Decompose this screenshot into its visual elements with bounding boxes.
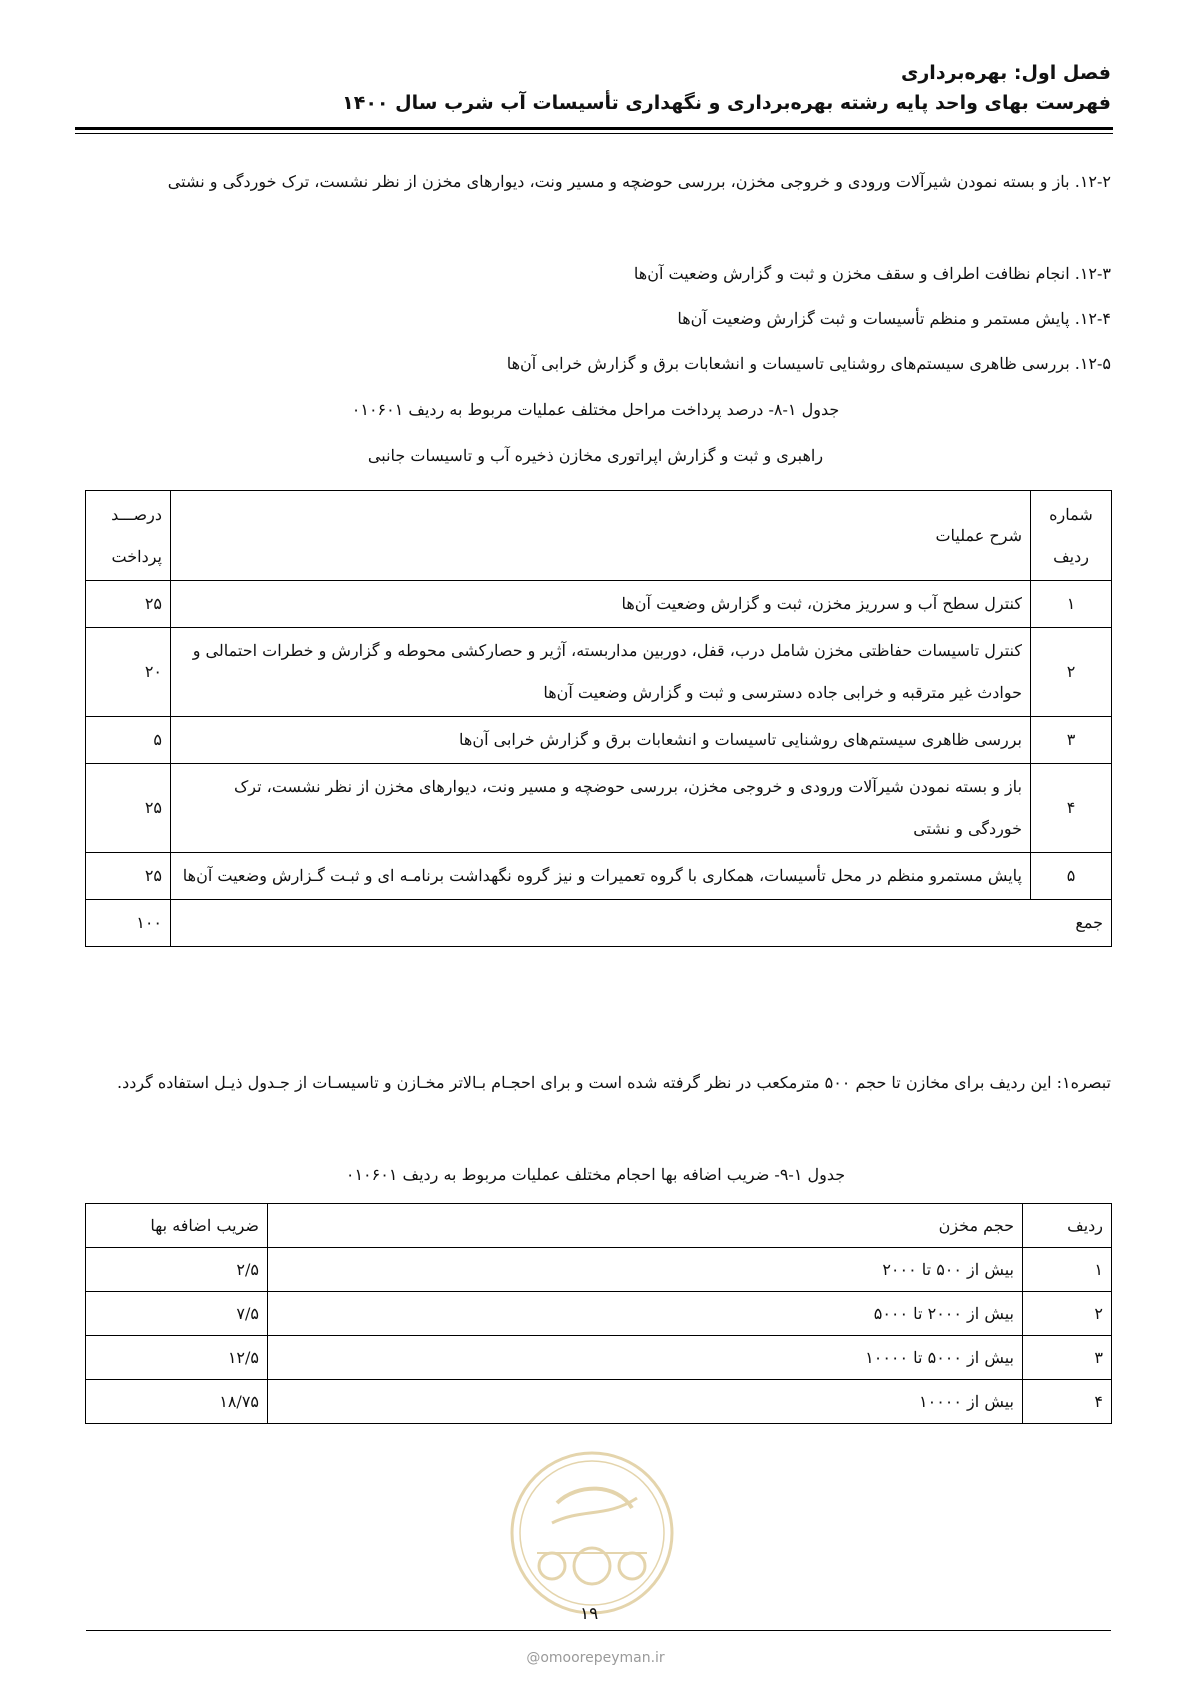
row-number: ۴	[1023, 1380, 1112, 1424]
watermark-text: @omoorepeyman.ir	[526, 1650, 665, 1666]
row-volume: بیش از ۵۰۰۰ تا ۱۰۰۰۰	[268, 1336, 1023, 1380]
table-total-row	[86, 900, 1112, 947]
header-row-number: شماره ردیف	[1031, 491, 1112, 581]
table-row	[86, 853, 1112, 900]
paragraph-12-5: ۱۲-۵. بررسی ظاهری سیستم‌های روشنایی تاسیسات و انشعابات برق و گزارش خرابی آن‌ها	[506, 354, 1111, 373]
table-header-row	[86, 1204, 1112, 1248]
header-description: شرح عملیات	[171, 491, 1031, 581]
row-number: ۲	[1031, 628, 1112, 717]
document-title: فهرست بهای واحد پایه رشته بهره‌برداری و نگهداری تأسیسات آب شرب سال ۱۴۰۰	[342, 92, 1111, 114]
table1-subcaption: راهبری و ثبت و گزارش اپراتوری مخازن ذخیره آب و تاسیسات جانبی	[367, 446, 824, 465]
row-description: بررسی ظاهری سیستم‌های روشنایی تاسیسات و انشعابات برق و گزارش خرابی آن‌ها	[171, 717, 1031, 764]
table-row	[86, 1292, 1112, 1336]
table-row	[86, 764, 1112, 853]
row-volume: بیش از ۵۰۰ تا ۲۰۰۰	[268, 1248, 1023, 1292]
row-number: ۴	[1031, 764, 1112, 853]
header-rule-thick	[75, 127, 1113, 130]
row-number: ۳	[1023, 1336, 1112, 1380]
total-value: ۱۰۰	[86, 900, 171, 947]
header-volume: حجم مخزن	[268, 1204, 1023, 1248]
row-number: ۳	[1031, 717, 1112, 764]
row-number: ۲	[1023, 1292, 1112, 1336]
header-row: ردیف	[1023, 1204, 1112, 1248]
row-description: کنترل تاسیسات حفاظتی مخزن شامل درب، قفل، دوربین مداربسته، آژیر و حصارکشی محوطه و گزارش و خطرات احتمالی و حوادث غیر مترقبه و خرابی جاده دسترسی و ثبت و گزارش وضعیت آن‌ها	[171, 628, 1031, 717]
table-row	[86, 628, 1112, 717]
header-payment: درصـــد پرداخت	[86, 491, 171, 581]
page-number: ۱۹	[580, 1604, 599, 1624]
table-row	[86, 1248, 1112, 1292]
table-row	[86, 1380, 1112, 1424]
table1-caption: جدول ۱-۸- درصد پرداخت مراحل مختلف عملیات مربوط به ردیف ۰۱۰۶۰۱	[351, 400, 840, 419]
row-description: باز و بسته نمودن شیرآلات ورودی و خروجی مخزن، بررسی حوضچه و مسیر ونت، دیوارهای مخزن از نظر نشست، ترک خوردگی و نشتی	[171, 764, 1031, 853]
row-number: ۱	[1031, 581, 1112, 628]
row-percentage: ۲۵	[86, 853, 171, 900]
table-row	[86, 717, 1112, 764]
paragraph-12-2: ۱۲-۲. باز و بسته نمودن شیرآلات ورودی و خروجی مخزن، بررسی حوضچه و مسیر ونت، دیوارهای مخزن از نظر نشست، ترک خوردگی و نشتی	[167, 172, 1111, 191]
row-description: پایش مستمرو منظم در محل تأسیسات، همکاری با گروه تعمیرات و نیز گروه نگهداشت برنامـه ای و ثبـت گـزارش وضعیت آن‌ها	[171, 853, 1031, 900]
row-coefficient: ۱۸/۷۵	[86, 1380, 268, 1424]
footer-rule	[86, 1630, 1111, 1631]
table-header-row	[86, 491, 1112, 581]
row-percentage: ۵	[86, 717, 171, 764]
row-volume: بیش از ۲۰۰۰ تا ۵۰۰۰	[268, 1292, 1023, 1336]
row-coefficient: ۲/۵	[86, 1248, 268, 1292]
table2-caption: جدول ۱-۹- ضریب اضافه بها احجام مختلف عملیات مربوط به ردیف ۰۱۰۶۰۱	[345, 1165, 846, 1184]
row-number: ۵	[1031, 853, 1112, 900]
stamp-logo-icon	[507, 1448, 677, 1618]
volume-coefficient-table	[85, 1203, 1112, 1424]
paragraph-12-4: ۱۲-۴. پایش مستمر و منظم تأسیسات و ثبت گزارش وضعیت آن‌ها	[677, 309, 1111, 328]
row-coefficient: ۷/۵	[86, 1292, 268, 1336]
paragraph-12-3: ۱۲-۳. انجام نظافت اطراف و سقف مخزن و ثبت و گزارش وضعیت آن‌ها	[633, 264, 1111, 283]
row-percentage: ۲۵	[86, 581, 171, 628]
table-row	[86, 581, 1112, 628]
note-paragraph: تبصره۱: این ردیف برای مخازن تا حجم ۵۰۰ مترمکعب در نظر گرفته شده است و برای احجـام بـالاتر مخـازن و تاسیسـات از جـدول ذیـل استفاده گردد.	[117, 1073, 1111, 1092]
header-rule-thin	[75, 133, 1113, 134]
row-number: ۱	[1023, 1248, 1112, 1292]
row-percentage: ۲۰	[86, 628, 171, 717]
row-description: کنترل سطح آب و سرریز مخزن، ثبت و گزارش وضعیت آن‌ها	[171, 581, 1031, 628]
header-coefficient: ضریب اضافه بها	[86, 1204, 268, 1248]
payment-percentage-table	[85, 490, 1112, 947]
table-row	[86, 1336, 1112, 1380]
page-header	[85, 58, 1111, 118]
row-volume: بیش از ۱۰۰۰۰	[268, 1380, 1023, 1424]
row-coefficient: ۱۲/۵	[86, 1336, 268, 1380]
total-label: جمع	[171, 900, 1112, 947]
chapter-title: فصل اول: بهره‌برداری	[900, 62, 1111, 84]
row-percentage: ۲۵	[86, 764, 171, 853]
